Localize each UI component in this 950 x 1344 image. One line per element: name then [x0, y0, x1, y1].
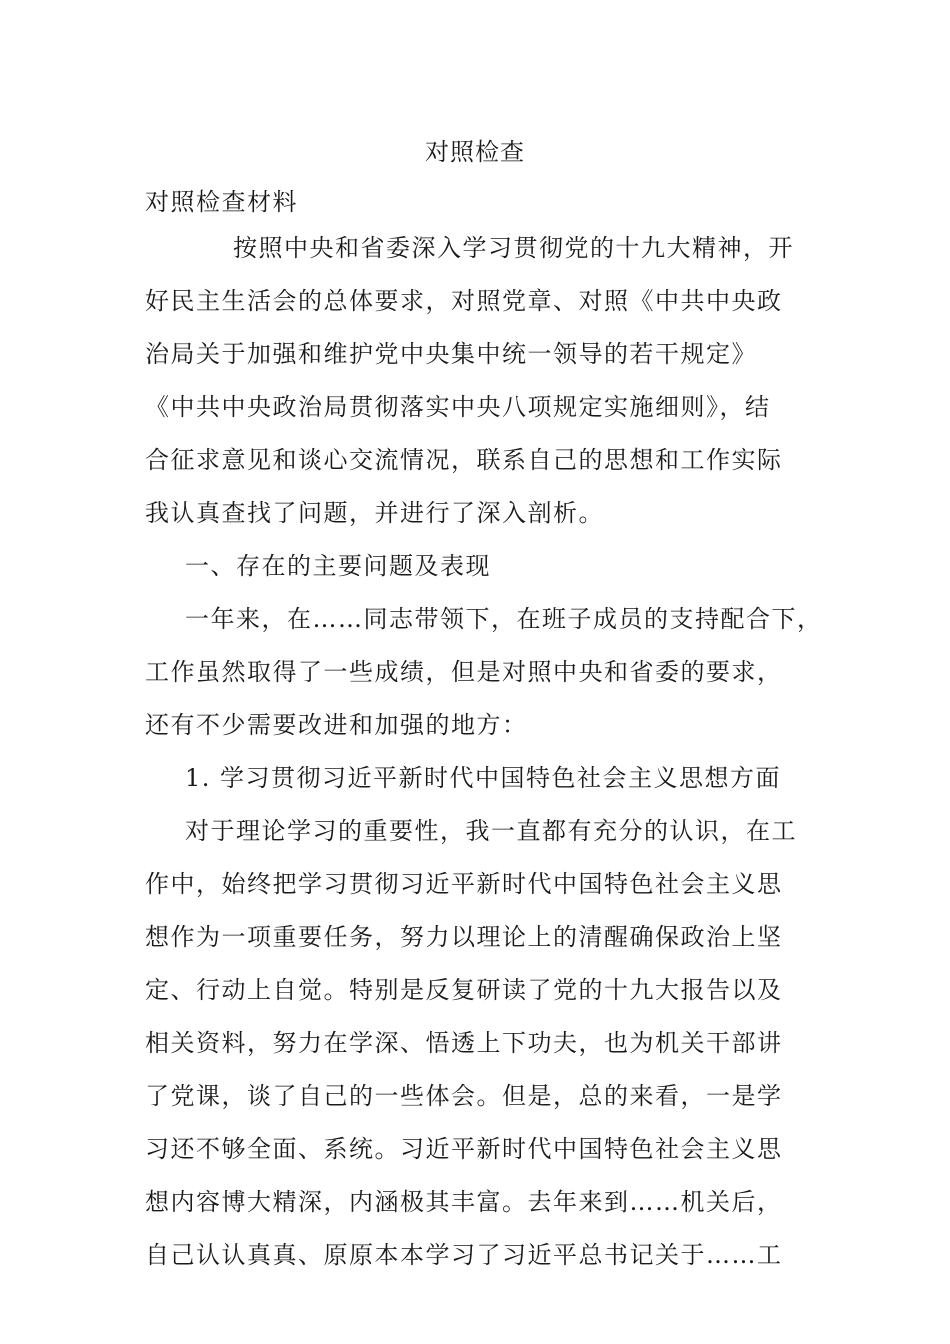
paragraph-line: 工作虽然取得了一些成绩，但是对照中央和省委的要求， [145, 658, 783, 686]
paragraph-line: 一年来，在……同志带领下，在班子成员的支持配合下， [185, 605, 823, 633]
paragraph-line: 定、行动上自觉。特别是反复研读了党的十九大报告以及 [145, 976, 783, 1004]
paragraph-line: 《中共中央政治局贯彻落实中央八项规定实施细则》，结 [145, 393, 771, 421]
paragraph-line: 相关资料，努力在学深、悟透上下功夫，也为机关干部讲 [145, 1029, 783, 1057]
paragraph-line: 治局关于加强和维护党中央集中统一领导的若干规定》 [145, 340, 757, 368]
subsection-heading: 1. 学习贯彻习近平新时代中国特色社会主义思想方面 [185, 764, 782, 792]
paragraph-line: 习还不够全面、系统。习近平新时代中国特色社会主义思 [145, 1135, 783, 1163]
paragraph-line: 对于理论学习的重要性，我一直都有充分的认识，在工 [185, 817, 797, 845]
paragraph-line: 我认真查找了问题，并进行了深入剖析。 [145, 499, 604, 527]
section-heading: 一、存在的主要问题及表现 [185, 552, 491, 580]
paragraph-line: 想内容博大精深，内涵极其丰富。去年来到……机关后， [145, 1188, 783, 1216]
paragraph-line: 想作为一项重要任务，努力以理论上的清醒确保政治上坚 [145, 923, 783, 951]
paragraph-line: 好民主生活会的总体要求，对照党章、对照《中共中央政 [145, 287, 783, 315]
subtitle: 对照检查材料 [145, 188, 298, 216]
paragraph-line: 还有不少需要改进和加强的地方： [145, 711, 528, 739]
paragraph-line: 作中，始终把学习贯彻习近平新时代中国特色社会主义思 [145, 870, 783, 898]
paragraph-line: 按照中央和省委深入学习贯彻党的十九大精神，开 [233, 234, 794, 262]
paragraph-line: 合征求意见和谈心交流情况，联系自己的思想和工作实际 [145, 446, 783, 474]
paragraph-line: 了党课，谈了自己的一些体会。但是，总的来看，一是学 [145, 1082, 783, 1110]
paragraph-line: 自己认认真真、原原本本学习了习近平总书记关于……工 [145, 1241, 783, 1269]
document-title: 对照检查 [425, 138, 525, 166]
document-body [145, 182, 823, 1282]
